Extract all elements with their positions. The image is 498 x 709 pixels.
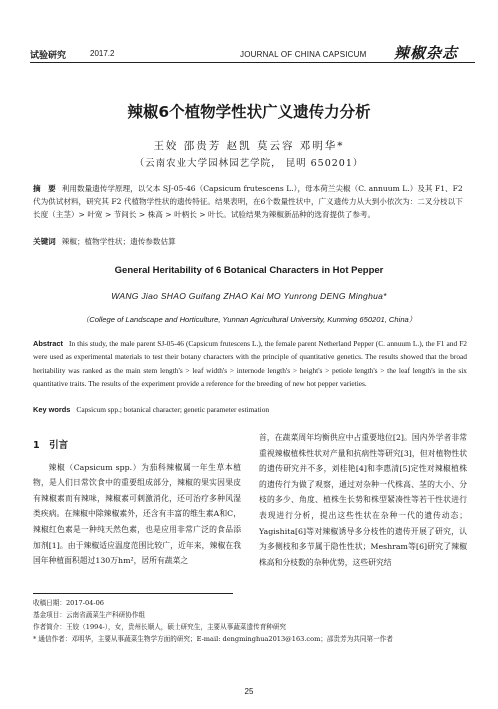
affiliation: （云南农业大学园林园艺学院， 昆明 650201）: [134, 158, 364, 169]
keywords-cn: [33, 236, 467, 247]
article-title-en: General Heritability of 6 Botanical Characters in Hot Pepper: [114, 265, 384, 276]
article-title: 辣椒6个植物学性状广义遗传力分析: [127, 103, 371, 121]
body-column-left: [33, 430, 241, 569]
journal-logo: 辣椒杂志: [394, 44, 459, 62]
abstract-cn-text: 利用数量遗传学原理，以父本 SJ-05-46（Capsicum frutescens L.），母本荷兰尖椒（C. annuum L.）及其 F1、F2 代为供试材料，研究其 F2 代植物学性状的遗传特征。结果表明，在6个数量性状中，广义遗传力从大到小依次为：二叉分枝以下长度（主茎）> 叶宽 > 节间长 > 株高 > 叶柄长 > 叶长。试验结果为辣椒新品种的选育提供了参考。: [33, 184, 463, 220]
page-number: 25: [244, 687, 254, 696]
abstract-cn: [33, 182, 467, 222]
keywords-cn-label: 关键词: [33, 237, 56, 246]
body-column-right: [259, 430, 467, 570]
keywords-cn-text: 辣椒；植物学性状；遗传参数估算: [61, 237, 176, 246]
abstract-en-text: In this study, the male parent SJ-05-46 (Capsicum frutescens L.), the female parent Netherland Pepper (C. annuum L.), the F1 and F2 were used as experimental materials to test their botany characters with the principle of quantitative genetics. The results showed that the broad heritability was ranked as the main stem length's > leaf width's > internode length's > height's > petiole length's > the leaf length's in the six quantitative traits. The results of the experiment provide a reference for the breeding of new hot pepper varieties.: [33, 339, 467, 389]
author-list-en: WANG Jiao SHAO Guifang ZHAO Kai MO Yunrong DENG Minghua*: [111, 291, 387, 301]
section-label: 试验研究: [30, 51, 67, 61]
intro-paragraph-right: 首，在蔬菜周年均衡供应中占重要地位[2]。国内外学者非常重视辣椒植株性状对产量和抗病性等研究[3]，但对植物性状的遗传研究并不多，刘桂艳[4]和李惠清[5]定性对辣椒植株的遗传行为做了观察，通过对杂种一代株高、茎的大小、分枝的多少、角度、植株生长势和株型紧凑性等若干性状进行表现进行分析，提出这些性状在杂种一代的遗传动态；Yagishita[6]等对辣椒诱导多分枝性的遗传开展了研究，认为多侧枝和多节属于隐性性状；Meshram等[6]研究了辣椒株高和分枝数的杂种优势，这些研究结: [259, 433, 467, 567]
author-list: 王姣 邵贵芳 赵凯 莫云容 邓明华*: [153, 140, 345, 152]
section-heading-intro: 1 引言: [33, 440, 69, 451]
issue-year: 2017.2: [90, 49, 115, 58]
keywords-en-text: Capsicum spp.; botanical character; genetic parameter estimation: [76, 405, 270, 414]
keywords-en: [33, 405, 467, 414]
header-rule: [30, 62, 475, 63]
footnote-rule: [33, 593, 233, 594]
keywords-en-label: Key words: [33, 405, 71, 414]
abstract-en-label: Abstract: [33, 339, 63, 348]
journal-name: JOURNAL OF CHINA CAPSICUM: [240, 50, 367, 59]
footnote-received: 收稿日期：2017-04-06: [33, 599, 104, 607]
footnote-corresponding: * 通信作者：邓明华，主要从事蔬菜生物学方面的研究；E-mail: dengminghua2013@163.com；邵贵芳为共同第一作者: [33, 635, 393, 643]
footnote-author: 作者简介：王姣（1994-），女，贵州长顺人，硕士研究生，主要从事蔬菜遗传育种研究: [33, 623, 287, 631]
running-header: [30, 42, 475, 70]
abstract-en: [33, 337, 467, 391]
abstract-cn-label: 摘 要: [33, 184, 56, 193]
intro-paragraph-left: 辣椒（Capsicum spp.）为茄科辣椒属一年生草本植物，是人们日常饮食中的重要组成部分，辣椒的果实因果皮有辣椒素而有辣味，辣椒素可刺激消化，还可治疗多种风湿类疾病。在辣椒中除辣椒素外，还含有丰富的维生素A和C，辣椒红色素是一种纯天然色素，也是应用非常广泛的食品添加剂[1]。由于辣椒适应温度范围比较广，近年来，辣椒在我国年种植面积超过130万hm²，居所有蔬菜之: [33, 462, 241, 566]
footnote-fund: 基金项目：云南省蔬菜生产科研协作组: [33, 611, 146, 619]
footnotes: [33, 597, 473, 645]
affiliation-en: （College of Landscape and Horticulture, Yunnan Agricultural University, Kunming 650201, China）: [81, 315, 417, 324]
